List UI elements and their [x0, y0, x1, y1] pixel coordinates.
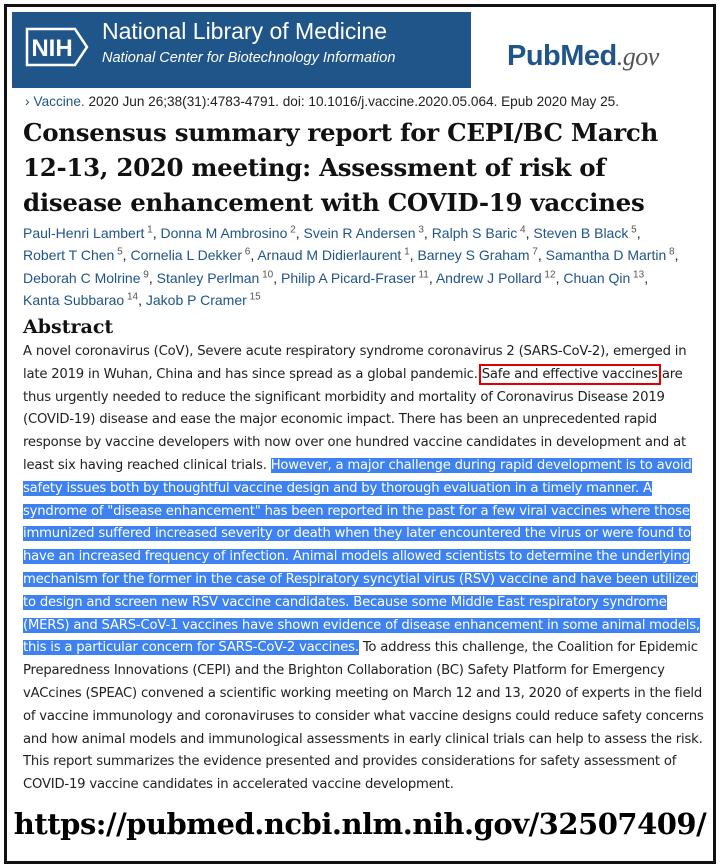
affiliation-number[interactable]: 8: [666, 246, 675, 258]
author-link[interactable]: Steven B Black $^5$: [533, 224, 637, 241]
org-subtitle: National Center for Biotechnology Information: [102, 50, 396, 66]
org-name: National Library of Medicine: [102, 18, 388, 44]
affiliation-number[interactable]: 7: [529, 246, 538, 258]
author-link[interactable]: Samantha D Martin $^8$: [545, 246, 675, 264]
citation-details: 2020 Jun 26;38(31):4783-4791. doi: 10.1016/j.vaccine.2020.05.064. Epub 2020 May 25.: [88, 94, 620, 109]
affiliation-number[interactable]: 9: [140, 269, 149, 281]
abstract-body: [23, 341, 706, 797]
affiliation-number[interactable]: 4: [517, 224, 526, 236]
nlm-header[interactable]: [12, 12, 471, 88]
abstract-text-part1: A novel coronavirus (CoV), Severe acute respiratory syndrome coronavirus 2 (SARS-CoV-2), emerged in late 2019 in Wuhan, China and has since spread as a global pandemic.: [23, 344, 687, 382]
affiliation-number[interactable]: 11: [415, 269, 429, 281]
pubmed-url: https://pubmed.ncbi.nlm.nih.gov/32507409/: [13, 807, 707, 841]
citation-line: [25, 94, 619, 109]
affiliation-number[interactable]: 10: [259, 269, 274, 281]
nih-logo: [25, 27, 89, 67]
author-link[interactable]: Arnaud M Didierlaurent $^1$: [257, 246, 410, 264]
author-link[interactable]: Donna M Ambrosino $^2$: [160, 224, 296, 241]
author-link[interactable]: Kanta Subbarao $^{14}$: [23, 291, 139, 309]
author-link[interactable]: Svein R Andersen $^3$: [303, 224, 424, 241]
affiliation-number[interactable]: 12: [541, 269, 556, 281]
author-link[interactable]: Deborah C Molrine $^9$: [23, 269, 149, 286]
affiliation-number[interactable]: 1: [144, 224, 153, 236]
author-link[interactable]: Barney S Graham $^7$: [417, 246, 538, 264]
affiliation-number[interactable]: 1: [401, 246, 410, 258]
pubmed-logo-main: PubMed: [507, 40, 617, 72]
author-link[interactable]: Paul-Henri Lambert $^1$: [23, 224, 153, 241]
author-link[interactable]: Cornelia L Dekker $^6$: [130, 246, 251, 264]
affiliation-number[interactable]: 5: [114, 246, 123, 258]
author-link[interactable]: Jakob P Cramer $^{15}$: [145, 291, 261, 309]
affiliation-number[interactable]: 5: [628, 224, 637, 236]
author-link[interactable]: Ralph S Baric $^4$: [431, 224, 526, 241]
chevron-right-icon: ›: [25, 94, 30, 109]
highlighted-text: However, a major challenge during rapid development is to avoid safety issues both by thoughtful vaccine design and by thorough evaluation in a timely manner. A syndrome of "disease enhancement" has been reported in the past for a few viral vaccines where those immunized suffered increased severity or death when they later encountered the virus or were found to have an increased frequency of infection. Animal models allowed scientists to determine the underlying mechanism for the former in the case of Respiratory syncytial virus (RSV) vaccine and have been utilized to design and screen new RSV vaccine candidates. Because some Middle East respiratory syndrome (MERS) and SARS-CoV-1 vaccines have shown evidence of disease enhancement in some animal models, this is a particular concern for SARS-CoV-2 vaccines.: [23, 457, 700, 656]
affiliation-number[interactable]: 14: [124, 291, 139, 303]
affiliation-number[interactable]: 15: [246, 291, 261, 303]
article-title: Consensus summary report for CEPI/BC March 12-13, 2020 meeting: Assessment of risk of disease enhancement with COVID-19 vaccines: [23, 118, 659, 217]
author-link[interactable]: Robert T Chen $^5$: [23, 246, 123, 264]
pubmed-logo[interactable]: [477, 12, 709, 88]
svg-text:NIH: NIH: [31, 35, 73, 62]
author-link[interactable]: Stanley Perlman $^{10}$: [156, 269, 274, 286]
journal-link[interactable]: Vaccine.: [33, 94, 85, 109]
abstract-heading: Abstract: [23, 316, 114, 338]
author-list: Paul-Henri Lambert $^1$, Donna M Ambrosino $^2$, Svein R Andersen $^3$, Ralph S Baric $^4$, Steven B Black $^5$, Robert T Chen $^5$, Cornelia L Dekker $^6$, Arnaud M Didierlaurent $^1$, Barney S Graham $^7$, Samantha D Martin $^8$, Deborah C Molrine $^9$, Stanley Perlman $^{10}$, Philip A Picard-Fraser $^{11}$, Andrew J Pollard $^{12}$, Chuan Qin $^{13}$, Kanta Subbarao $^{14}$, Jakob P Cramer $^{15}$: [23, 224, 679, 309]
affiliation-number[interactable]: 6: [241, 246, 251, 258]
affiliation-number[interactable]: 13: [630, 269, 645, 281]
author-link[interactable]: Andrew J Pollard $^{12}$: [435, 269, 556, 286]
affiliation-number[interactable]: 2: [287, 224, 296, 236]
affiliation-number[interactable]: 3: [415, 224, 424, 236]
abstract-text-part2: are thus urgently needed to reduce the significant morbidity and mortality of Coronavirus Disease 2019 (COVID-19) disease and ease the major economic impact. There has been an unprecedented rapid response by vaccine developers with now over one hundred vaccine candidates in development and at least six having reached clinical trials.: [23, 366, 686, 473]
boxed-phrase: Safe and effective vaccines: [481, 366, 658, 382]
author-link[interactable]: Chuan Qin $^{13}$: [563, 269, 645, 286]
page-frame: [4, 4, 716, 864]
abstract-text-part3: To address this challenge, the Coalition for Epidemic Preparedness Innovations (CEPI) and the Brighton Collaboration (BC) Safety Platform for Emergency vACcines (SPEAC) convened a scientific working meeting on March 12 and 13, 2020 of experts in the field of vaccine immunology and coronaviruses to consider what vaccine designs could reduce safety concerns and how animal models and immunological assessments in early clinical trials can help to assess the risk. This report summarizes the evidence presented and provides considerations for safety assessment of COVID-19 vaccine candidates in accelerated vaccine development.: [23, 640, 704, 793]
pubmed-logo-suffix: .gov: [616, 42, 659, 71]
author-link[interactable]: Philip A Picard-Fraser $^{11}$: [281, 269, 429, 286]
